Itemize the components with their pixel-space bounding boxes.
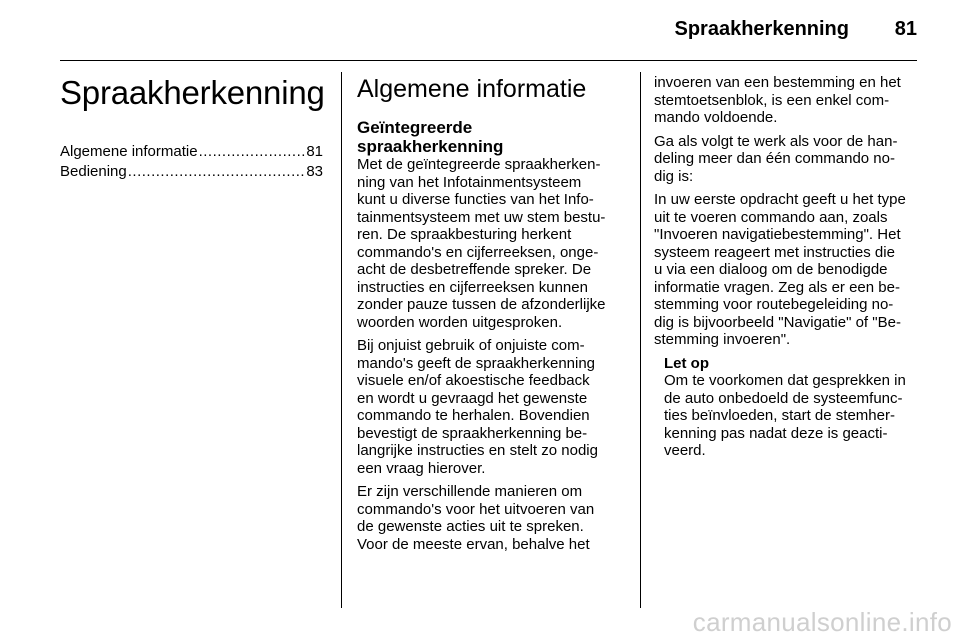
header-divider [60,60,917,61]
subsection-title-line2: spraakherkenning [357,137,504,156]
body-paragraph: Er zijn verschillende manieren om commando's voor het uitvoeren van de gewenste acties uit te spreken. Voor de meeste ervan, behalve het [357,483,595,553]
toc-item-page: 83 [306,163,323,180]
toc-item-bediening[interactable] [60,162,323,182]
section-title: Algemene informatie [357,75,587,103]
column-divider-right [640,72,641,608]
running-header-title: Spraakherkenning [674,18,849,40]
page-number: 81 [894,18,917,40]
toc-leader-dots [199,142,306,162]
body-paragraph: Ga als volgt te werk als voor de han- deling meer dan één commando no- dig is: [654,132,898,185]
continuation-column [654,74,922,466]
body-paragraph: In uw eerste opdracht geeft u het type uit te voeren commando aan, zoals "Invoeren navigatiebestemming". Het systeem reageert met instructies die u via een dialoog om de benodigde informatie vragen. Zeg als er een be- stemming voor routebegeleiding no- dig is bijvoorbeeld "Navigatie" of "Be- stemming invoeren". [654,191,906,348]
note-text: Om te voorkomen dat gesprekken in de auto onbedoeld de systeemfunc- ties beïnvloeden, start de stemher- kenning pas nadat deze is geacti- veerd. [664,372,906,459]
body-paragraph: Met de geïntegreerde spraakherken- ning van het Infotainmentsysteem kunt u diverse functies van het Info- tainmentsysteem met uw stem bestu- ren. De spraakbesturing herkent commando's en cijferreeksen, onge- acht de desbetreffende spreker. De instructies en cijferreeksen kunnen zonder pauze tussen de afzonderlijke woorden worden uitgesproken. [357,156,606,331]
toc-item-page: 81 [306,143,323,160]
toc-item-label: Algemene informatie [60,143,198,160]
toc-item-label: Bediening [60,163,127,180]
toc-item-algemene-informatie[interactable] [60,142,323,162]
subsection-title-line1: Geïntegreerde [357,118,473,137]
body-paragraph: Bij onjuist gebruik of onjuiste com- mando's geeft de spraakherkenning visuele en/of akoestische feedback en wordt u gevraagd het gewenste commando te herhalen. Bovendien bevestigt de spraakherkenning be- langrijke instructies en stelt zo nodig een vraag hierover. [357,337,598,477]
column-divider-left [341,72,342,608]
chapter-title: Spraakherkenning [60,74,325,111]
note-title: Let op [664,354,709,372]
chapter-column [60,74,323,182]
section-column [357,74,623,559]
watermark: carmanualsonline.info [692,607,952,637]
toc-leader-dots [128,162,306,182]
note-box [664,355,922,460]
body-paragraph: invoeren van een bestemming en het stemtoetsenblok, is een enkel com- mando voldoende. [654,74,901,126]
